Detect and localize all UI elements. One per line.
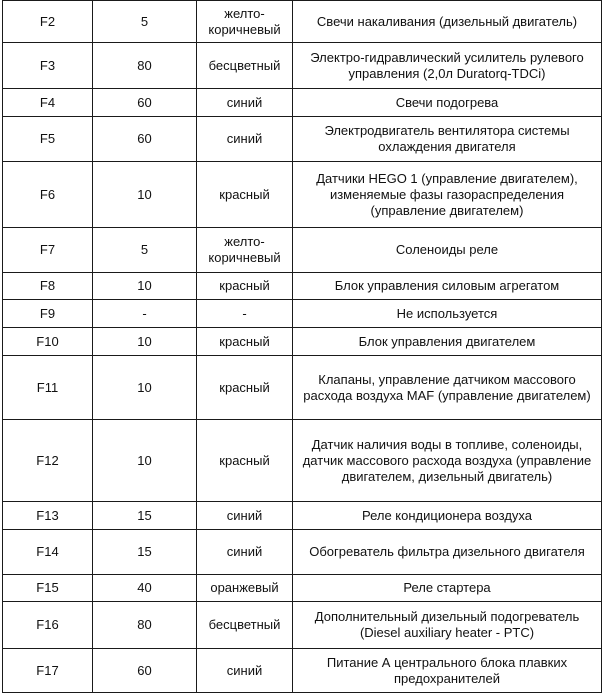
table-row [3,228,602,273]
amperage-cell: 60 [93,117,197,162]
circuit-cell: Обогреватель фильтра дизельного двигателя [293,530,602,575]
color-cell: - [197,300,293,328]
circuit-cell: Датчик наличия воды в топливе, соленоиды, датчик массового расхода воздуха (управление двигателем, дизельный двигатель) [293,420,602,502]
color-cell: синий [197,530,293,575]
color-cell: синий [197,649,293,693]
color-cell: красный [197,356,293,420]
color-cell: синий [197,89,293,117]
fuse-number-cell: F9 [3,300,93,328]
fuse-number-cell: F4 [3,89,93,117]
amperage-cell: 10 [93,162,197,228]
fuse-number-cell: F14 [3,530,93,575]
amperage-cell: 10 [93,328,197,356]
color-cell: синий [197,502,293,530]
table-row [3,356,602,420]
circuit-cell: Электро-гидравлический усилитель рулевого управления (2,0л Duratorq-TDCi) [293,43,602,89]
table-row [3,1,602,43]
circuit-cell: Свечи подогрева [293,89,602,117]
fuse-table [2,0,602,693]
circuit-cell: Реле стартера [293,575,602,602]
fuse-number-cell: F6 [3,162,93,228]
table-row [3,300,602,328]
fuse-number-cell: F17 [3,649,93,693]
circuit-cell: Питание А центрального блока плавких предохранителей [293,649,602,693]
amperage-cell: 10 [93,356,197,420]
amperage-cell: 60 [93,649,197,693]
table-row [3,117,602,162]
color-cell: красный [197,420,293,502]
fuse-number-cell: F2 [3,1,93,43]
table-row [3,420,602,502]
amperage-cell: 40 [93,575,197,602]
table-row [3,649,602,693]
amperage-cell: 5 [93,228,197,273]
table-row [3,328,602,356]
circuit-cell: Соленоиды реле [293,228,602,273]
fuse-number-cell: F15 [3,575,93,602]
table-row [3,162,602,228]
circuit-cell: Не используется [293,300,602,328]
fuse-table-body [3,1,602,693]
circuit-cell: Блок управления силовым агрегатом [293,273,602,300]
color-cell: бесцветный [197,602,293,649]
color-cell: желто-коричневый [197,228,293,273]
circuit-cell: Клапаны, управление датчиком массового расхода воздуха MAF (управление двигателем) [293,356,602,420]
table-row [3,530,602,575]
color-cell: желто-коричневый [197,1,293,43]
color-cell: синий [197,117,293,162]
table-row [3,502,602,530]
circuit-cell: Блок управления двигателем [293,328,602,356]
fuse-number-cell: F13 [3,502,93,530]
fuse-number-cell: F16 [3,602,93,649]
amperage-cell: 60 [93,89,197,117]
fuse-number-cell: F7 [3,228,93,273]
table-row [3,602,602,649]
table-row [3,575,602,602]
color-cell: оранжевый [197,575,293,602]
amperage-cell: 80 [93,602,197,649]
table-row [3,273,602,300]
amperage-cell: 15 [93,502,197,530]
amperage-cell: - [93,300,197,328]
color-cell: красный [197,328,293,356]
fuse-number-cell: F5 [3,117,93,162]
circuit-cell: Свечи накаливания (дизельный двигатель) [293,1,602,43]
amperage-cell: 15 [93,530,197,575]
amperage-cell: 10 [93,273,197,300]
amperage-cell: 5 [93,1,197,43]
color-cell: красный [197,273,293,300]
table-row [3,43,602,89]
amperage-cell: 10 [93,420,197,502]
table-row [3,89,602,117]
fuse-number-cell: F11 [3,356,93,420]
amperage-cell: 80 [93,43,197,89]
circuit-cell: Реле кондиционера воздуха [293,502,602,530]
color-cell: бесцветный [197,43,293,89]
circuit-cell: Дополнительный дизельный подогреватель (Diesel auxiliary heater - PTC) [293,602,602,649]
fuse-number-cell: F3 [3,43,93,89]
fuse-number-cell: F8 [3,273,93,300]
circuit-cell: Электродвигатель вентилятора системы охлаждения двигателя [293,117,602,162]
fuse-number-cell: F10 [3,328,93,356]
circuit-cell: Датчики HEGO 1 (управление двигателем), изменяемые фазы газораспределения (управление двигателем) [293,162,602,228]
color-cell: красный [197,162,293,228]
fuse-number-cell: F12 [3,420,93,502]
